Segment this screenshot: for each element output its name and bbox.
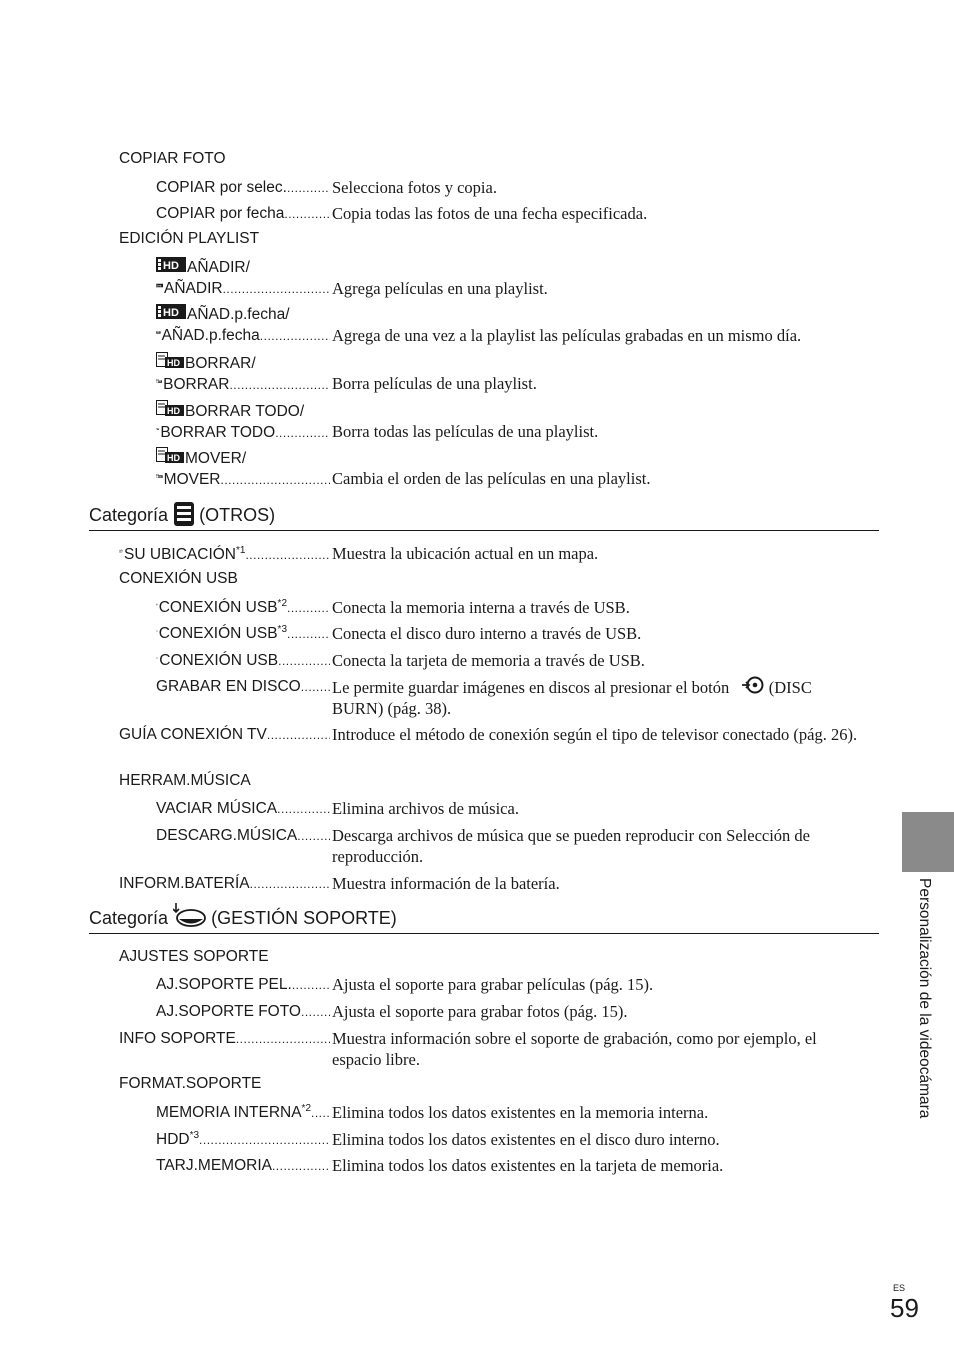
desc-grabar-disco: Le permite guardar imágenes en discos al presionar el botón (DISC BURN) (pág. 38). (332, 678, 812, 718)
desc-anadfecha: Agrega de una vez a la playlist las películas grabadas en un mismo día. (332, 326, 802, 345)
category-gestion-heading: Categoría (GESTIÓN SOPORTE) (89, 906, 879, 934)
desc-memoria-interna: Elimina todos los datos existentes en la memoria interna. (332, 1103, 709, 1122)
hd-quality-icon (156, 257, 186, 272)
heading-copiar-foto: COPIAR FOTO (119, 150, 226, 167)
disc-burn-icon (742, 676, 764, 694)
std-playlist-icon (156, 468, 163, 484)
hd-playlist-icon (156, 352, 184, 368)
term-anadfecha-line2: STD AÑAD.p.fecha ..... (156, 325, 330, 347)
term-hdd: HDD$^{*3}$ ..... (156, 1129, 330, 1151)
term-usb-memory: CONEXIÓN USB$^{*2}$ ..... (156, 597, 330, 619)
page-language-code: ES (893, 1283, 906, 1293)
term-su-ubicacion: SU UBICACIÓN$^{*1}$ ..... (119, 543, 330, 566)
desc-tarj-memoria: Elimina todos los datos existentes en la tarjeta de memoria. (332, 1156, 724, 1175)
term-usb-card: CONEXIÓN USB ..... (156, 650, 330, 672)
term-mover-line1: HD MOVER/ (156, 447, 246, 469)
std-quality-icon (156, 325, 161, 340)
heading-herram-musica: HERRAM.MÚSICA (119, 772, 251, 789)
desc-borrar: Borra películas de una playlist. (332, 374, 537, 393)
svg-text:HD: HD (167, 358, 180, 368)
desc-copiar-selec: Selecciona fotos y copia. (332, 178, 497, 197)
std-playlist-icon (156, 421, 159, 437)
desc-aj-soporte-pel: Ajusta el soporte para grabar películas (pág. 15). (332, 975, 654, 994)
desc-usb-memory: Conecta la memoria interna a través de USB. (332, 598, 630, 617)
desc-vaciar-musica: Elimina archivos de música. (332, 799, 519, 818)
term-anadir-line2: STD AÑADIR ..... (156, 278, 330, 300)
term-aj-soporte-pel: AJ.SOPORTE PEL. ..... (156, 974, 330, 996)
desc-su-ubicacion: Muestra la ubicación actual en un mapa. (332, 544, 599, 563)
term-copiar-selec: COPIAR por selec. ..... (156, 177, 330, 199)
section-side-label: Personalización de la videocámara (916, 878, 933, 1119)
term-info-soporte: INFO SOPORTE ..... (119, 1028, 330, 1050)
desc-borrartodo: Borra todas las películas de una playlist. (332, 422, 599, 441)
heading-conexion-usb: CONEXIÓN USB (119, 570, 238, 587)
desc-inform-bateria: Muestra información de la batería. (332, 874, 560, 893)
term-grabar-disco: GRABAR EN DISCO ..... (156, 676, 330, 698)
category-otros-heading: Categoría (OTROS) (89, 503, 879, 531)
term-inform-bateria: INFORM.BATERÍA ..... (119, 873, 330, 895)
term-borrartodo-line2: STD BORRAR TODO ..... (156, 421, 330, 444)
svg-text:HD: HD (163, 260, 179, 272)
term-descarg-musica: DESCARG.MÚSICA ..... (156, 825, 330, 847)
term-anadir-line1: HD AÑADIR/ (156, 257, 250, 278)
heading-ajustes-soporte: AJUSTES SOPORTE (119, 948, 269, 965)
desc-descarg-musica: Descarga archivos de música que se pueden reproducir con Selección de reproducción. (332, 826, 811, 866)
desc-aj-soporte-foto: Ajusta el soporte para grabar fotos (pág. 15). (332, 1002, 628, 1021)
svg-text:STD: STD (158, 382, 162, 384)
desc-copiar-fecha: Copia todas las fotos de una fecha especificada. (332, 204, 648, 223)
svg-text:STD: STD (157, 429, 159, 431)
term-borrartodo-line1: HD BORRAR TODO/ (156, 400, 304, 422)
svg-text:HD: HD (167, 453, 180, 463)
hd-playlist-icon (156, 447, 184, 463)
desc-anadir: Agrega películas en una playlist. (332, 279, 548, 298)
term-guia-conexion: GUÍA CONEXIÓN TV ..... (119, 724, 330, 746)
svg-text:HD: HD (163, 307, 179, 319)
desc-usb-card: Conecta la tarjeta de memoria a través de USB. (332, 651, 645, 670)
svg-text:STD: STD (156, 333, 160, 335)
hd-quality-icon (156, 304, 186, 319)
heading-format-soporte: FORMAT.SOPORTE (119, 1075, 262, 1092)
svg-text:HD: HD (167, 406, 180, 416)
term-borrar-line1: HD BORRAR/ (156, 352, 256, 374)
location-icon (119, 543, 123, 559)
svg-text:STD: STD (158, 476, 162, 479)
others-category-icon (173, 501, 195, 527)
page-number: 59 (890, 1293, 919, 1323)
term-memoria-interna: MEMORIA INTERNA$^{*2}$ ..... (156, 1102, 330, 1124)
internal-memory-icon (156, 597, 158, 612)
section-side-tab (902, 812, 954, 872)
desc-mover: Cambia el orden de las películas en una playlist. (332, 469, 651, 488)
desc-hdd: Elimina todos los datos existentes en el disco duro interno. (332, 1130, 720, 1149)
std-quality-icon (156, 278, 163, 293)
term-borrar-line2: STD BORRAR ..... (156, 373, 330, 396)
std-playlist-icon (156, 373, 162, 389)
hard-disk-icon (156, 624, 158, 638)
term-anadfecha-line1: HD AÑAD.p.fecha/ (156, 304, 290, 325)
memory-card-icon (156, 651, 158, 665)
desc-info-soporte: Muestra información sobre el soporte de grabación, como por ejemplo, el espacio libre. (332, 1029, 817, 1069)
term-aj-soporte-foto: AJ.SOPORTE FOTO ..... (156, 1001, 330, 1023)
term-vaciar-musica: VACIAR MÚSICA ..... (156, 798, 330, 820)
hd-playlist-icon (156, 400, 184, 416)
term-usb-hdd: CONEXIÓN USB$^{*3}$ ..... (156, 623, 330, 645)
desc-guia-conexion: Introduce el método de conexión según el tipo de televisor conectado (pág. 26). (332, 725, 858, 744)
term-tarj-memoria: TARJ.MEMORIA ..... (156, 1155, 330, 1177)
desc-usb-hdd: Conecta el disco duro interno a través de USB. (332, 624, 642, 643)
heading-edicion-playlist: EDICIÓN PLAYLIST (119, 230, 260, 247)
term-copiar-fecha: COPIAR por fecha ..... (156, 203, 330, 225)
svg-text:STD: STD (157, 285, 162, 288)
media-management-icon (173, 902, 207, 928)
term-mover-line2: STD MOVER ..... (156, 468, 330, 491)
